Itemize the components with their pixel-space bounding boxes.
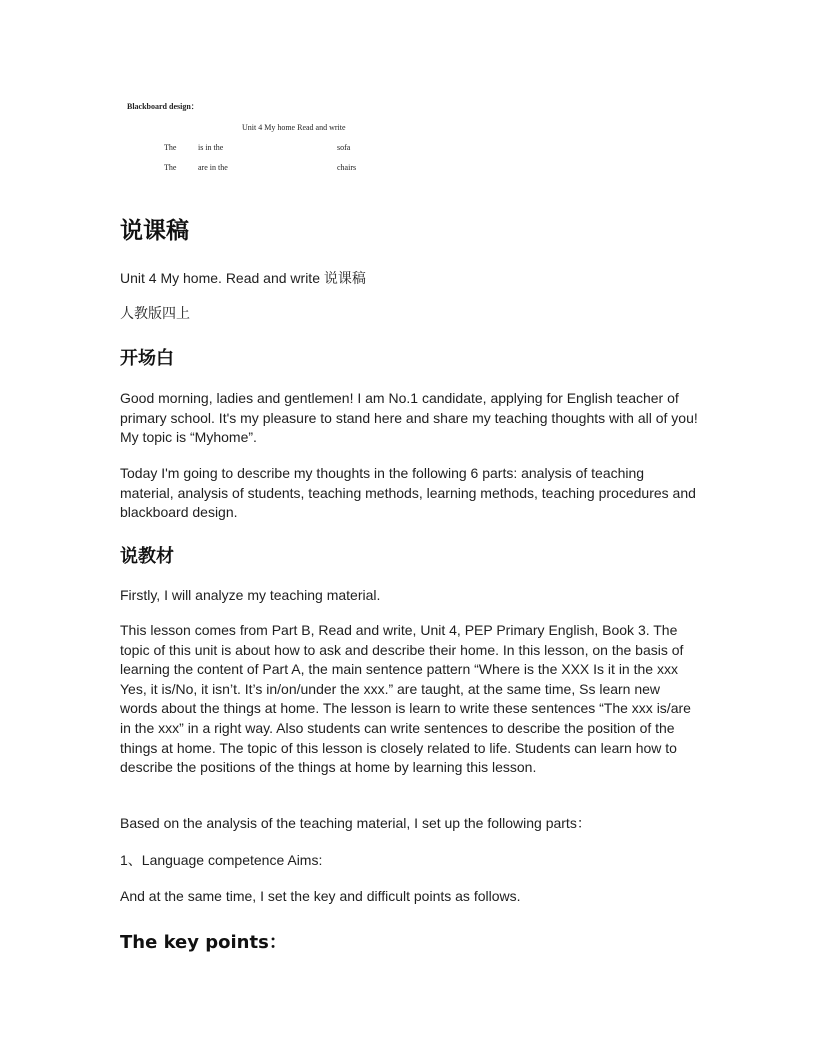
blackboard-unit-line: Unit 4 My home Read and write (242, 123, 346, 132)
blackboard-row1-subject: The (164, 143, 177, 152)
edition-label: 人教版四上 (120, 306, 190, 322)
aims-list-item: 1、Language competence Aims: (120, 852, 323, 868)
blackboard-row2-verb: are in the (198, 163, 228, 172)
document-subtitle: Unit 4 My home. Read and write 说课稿 (120, 270, 366, 286)
blackboard-design-image (120, 92, 400, 178)
material-paragraph-1: Firstly, I will analyze my teaching material. (120, 587, 381, 603)
opening-heading: 开场白 (120, 348, 174, 369)
opening-paragraph-2: Today I'm going to describe my thoughts in the following 6 parts: analysis of teaching material, analysis of students, teaching methods, learning methods, teaching procedures and blackboard design. (120, 465, 696, 521)
material-heading: 说教材 (120, 546, 174, 567)
key-points-heading: The key points： (120, 932, 287, 953)
opening-paragraph-1: Good morning, ladies and gentlemen! I am No.1 candidate, applying for English teacher of primary school. It's my pleasure to stand here and share my teaching thoughts with all of you! My topic is “Myhome”. (120, 390, 698, 446)
blackboard-row2-object: chairs (337, 163, 357, 172)
material-paragraph-2: This lesson comes from Part B, Read and write, Unit 4, PEP Primary English, Book 3. The topic of this unit is about how to ask and describe their home. In this lesson, on the basis of learning the content of Part A, the main sentence pattern “Where is the XXX Is it in the xxx Yes, it is/No, it isn’t. It’s in/on/under the xxx.” are taught, at the same time, Ss learn new words about the things at home. The lesson is learn to write these sentences “The xxx is/are in the xxx” in a right way. Also students can write sentences to describe the position of the things at home. The topic of this lesson is closely related to life. Students can learn how to describe the positions of the things at home by learning this lesson. (120, 622, 691, 776)
blackboard-title: Blackboard design： (127, 102, 199, 111)
material-paragraph-3: Based on the analysis of the teaching material, I set up the following parts： (120, 815, 591, 831)
blackboard-row2-subject: The (164, 163, 177, 172)
document-title: 说课稿 (120, 218, 189, 244)
blackboard-row1-verb: is in the (198, 143, 224, 152)
blackboard-row1-object: sofa (337, 143, 351, 152)
key-points-intro: And at the same time, I set the key and difficult points as follows. (120, 888, 521, 904)
